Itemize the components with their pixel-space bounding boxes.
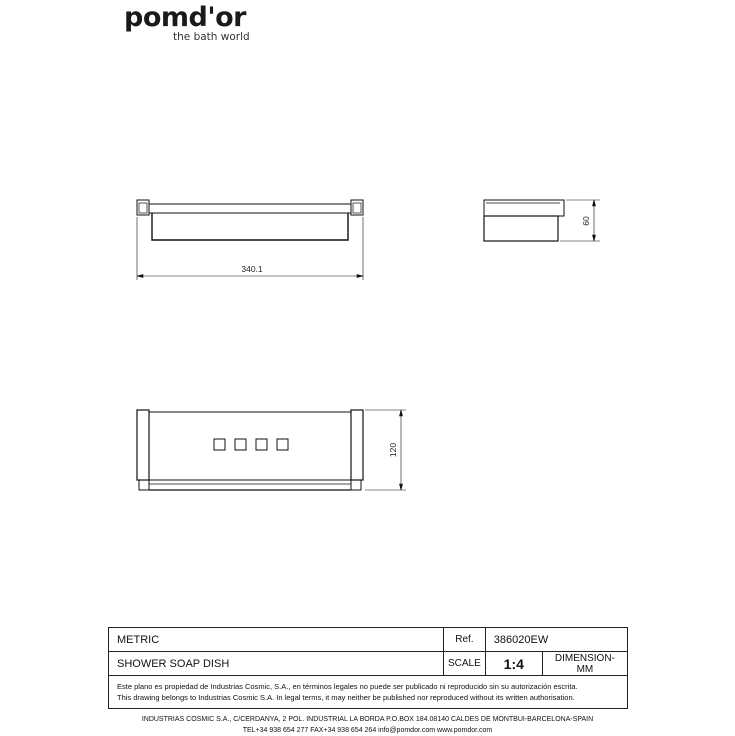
measurement-system: METRIC xyxy=(109,628,444,652)
top-view xyxy=(137,410,363,490)
company-contact: TEL+34 938 654 277 FAX+34 938 654 264 info@pomdor.com www.pomdor.com xyxy=(242,727,493,734)
legal-notice-es: Este plano es propiedad de Industrias Cosmic, S.A., en términos legales no puede ser publicado ni reproducido sin su autorización escrita. xyxy=(117,682,578,691)
legal-notice-en: This drawing belongs to Industrias Cosmic S.A. In legal terms, it may neither be published nor reproduced without its written authorisation. xyxy=(117,693,575,702)
side-view xyxy=(484,200,564,241)
product-name: SHOWER SOAP DISH xyxy=(109,652,444,676)
units-label: DIMENSION-MM xyxy=(542,652,627,676)
scale-value: 1:4 xyxy=(485,652,542,676)
legal-notice xyxy=(109,676,628,709)
company-address: INDUSTRIAS COSMIC S.A., C/CERDANYA, 2 POL. INDUSTRIAL LA BORDA P.O.BOX 184.08140 CALDES DE MONTBUI-BARCELONA-SPAIN xyxy=(141,716,594,723)
ref-value: 386020EW xyxy=(485,628,627,652)
brand-tagline: the bath world xyxy=(173,31,250,43)
drain-hole xyxy=(214,439,225,450)
front-tray xyxy=(152,213,348,240)
height-dimension xyxy=(560,200,600,241)
scale-label: SCALE xyxy=(444,652,486,676)
width-value: 340.1 xyxy=(241,264,263,274)
brand-name: pomd'or xyxy=(124,2,246,33)
side-tray xyxy=(484,216,558,241)
company-footer xyxy=(0,714,735,736)
ref-label: Ref. xyxy=(444,628,486,652)
front-view xyxy=(137,200,363,240)
top-left-bracket xyxy=(137,410,149,480)
title-block xyxy=(108,627,628,709)
depth-value: 120 xyxy=(388,442,398,458)
depth-dimension xyxy=(365,410,406,490)
drain-hole xyxy=(277,439,288,450)
drain-hole xyxy=(256,439,267,450)
drain-hole xyxy=(235,439,246,450)
height-value: 60 xyxy=(581,216,591,226)
top-right-bracket xyxy=(351,410,363,480)
